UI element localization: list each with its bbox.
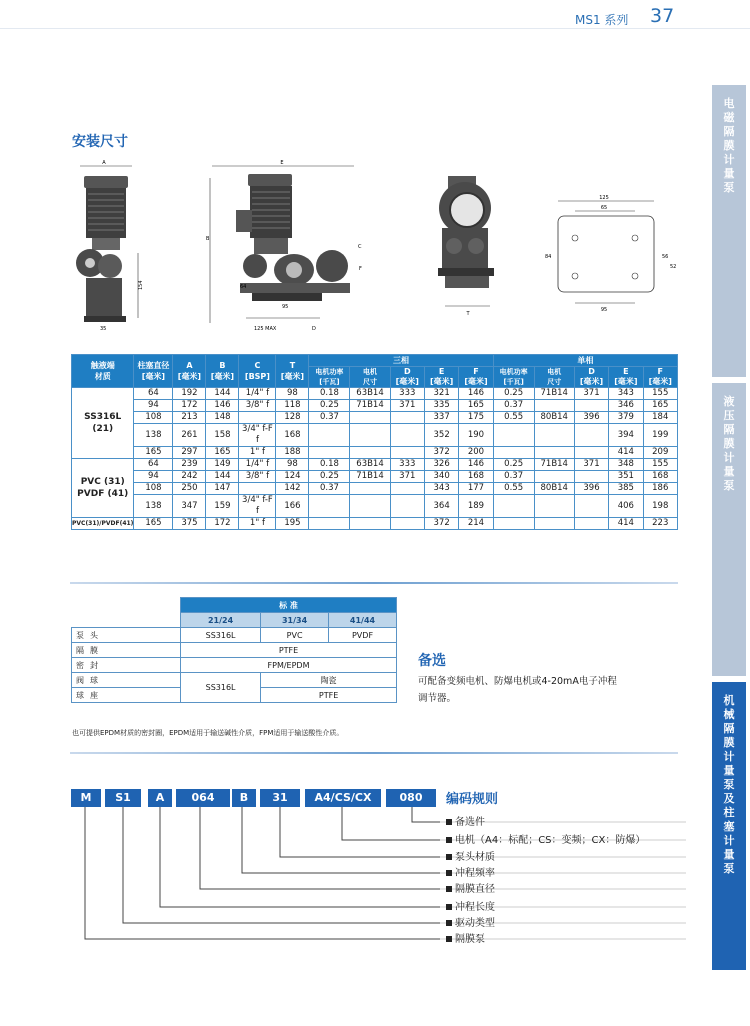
- table-row: [72, 495, 678, 518]
- dim-T-label: T: [466, 311, 470, 317]
- cell: PTFE: [181, 643, 397, 658]
- table-cell: [350, 518, 390, 530]
- table-cell: [309, 424, 350, 447]
- col-B: B [毫米]: [206, 355, 239, 388]
- table-cell: 396: [574, 483, 608, 495]
- table-cell: 165: [459, 400, 493, 412]
- dim-A-label: A: [102, 160, 106, 166]
- table-cell: [534, 424, 574, 447]
- table-cell: 138: [134, 495, 173, 518]
- dim-top-84: 84: [545, 254, 552, 260]
- table-cell: 337: [424, 412, 458, 424]
- table-cell: 98: [276, 459, 309, 471]
- table-cell: 172: [206, 518, 239, 530]
- table-cell: [390, 483, 424, 495]
- table-cell: [534, 400, 574, 412]
- table-cell: 188: [276, 447, 309, 459]
- table-cell: 0.25: [493, 388, 534, 400]
- table-cell: [534, 447, 574, 459]
- cell: 陶瓷: [261, 673, 397, 688]
- material-note: 也可提供EPDM材质的密封圈，EPDM适用于输送碱性介质，FPM适用于输送酸性介质。: [72, 729, 344, 737]
- standard-header: 标 准: [181, 598, 397, 613]
- table-cell: 158: [206, 424, 239, 447]
- col-3p-size: 电机 尺寸: [350, 367, 390, 388]
- side-tab-electromagnetic[interactable]: 电磁隔膜计量泵: [712, 85, 746, 377]
- table-cell: [574, 400, 608, 412]
- table-cell: 250: [173, 483, 206, 495]
- table-cell: 209: [643, 447, 677, 459]
- col-3p-D: D [毫米]: [390, 367, 424, 388]
- dim-C-label: C: [358, 244, 362, 250]
- cell: PVC: [261, 628, 329, 643]
- table-cell: [309, 518, 350, 530]
- table-cell: 242: [173, 471, 206, 483]
- material-cell: SS316L (21): [72, 388, 134, 459]
- table-cell: 348: [609, 459, 643, 471]
- table-cell: 190: [459, 424, 493, 447]
- dim-64: 64: [240, 284, 247, 290]
- table-cell: 372: [424, 518, 458, 530]
- material-table: [71, 597, 397, 703]
- table-cell: [350, 495, 390, 518]
- table-cell: 165: [643, 400, 677, 412]
- table-cell: 371: [390, 400, 424, 412]
- table-cell: 414: [609, 447, 643, 459]
- table-cell: 159: [206, 495, 239, 518]
- table-cell: 371: [574, 459, 608, 471]
- table-row: [72, 400, 678, 412]
- table-cell: 199: [643, 424, 677, 447]
- table-cell: [534, 495, 574, 518]
- table-cell: 0.18: [309, 388, 350, 400]
- dimension-table: [71, 354, 678, 530]
- table-cell: 155: [643, 459, 677, 471]
- table-cell: 385: [609, 483, 643, 495]
- table-cell: [574, 447, 608, 459]
- table-cell: 186: [643, 483, 677, 495]
- col-plunger: 柱塞直径 [毫米]: [134, 355, 173, 388]
- table-cell: 261: [173, 424, 206, 447]
- table-cell: [350, 447, 390, 459]
- dim-height: 154: [138, 280, 144, 290]
- table-cell: 189: [459, 495, 493, 518]
- table-cell: 375: [173, 518, 206, 530]
- cell: SS316L: [181, 628, 261, 643]
- legend-motor: 电机（A4：标配；CS：变频；CX：防爆）: [446, 831, 645, 846]
- table-cell: 148: [206, 412, 239, 424]
- table-cell: 98: [276, 388, 309, 400]
- table-cell: [574, 471, 608, 483]
- legend-optional: 备选件: [446, 813, 485, 828]
- col-three-phase: 三相: [309, 355, 493, 367]
- table-cell: 406: [609, 495, 643, 518]
- table-cell: 297: [173, 447, 206, 459]
- table-cell: 321: [424, 388, 458, 400]
- table-cell: 144: [206, 471, 239, 483]
- dim-top-56: 56: [662, 254, 669, 260]
- table-cell: 108: [134, 412, 173, 424]
- table-cell: 364: [424, 495, 458, 518]
- table-cell: [534, 471, 574, 483]
- section-divider-1: [70, 582, 678, 584]
- cell: FPM/EPDM: [181, 658, 397, 673]
- table-cell: 371: [574, 388, 608, 400]
- table-cell: 168: [459, 471, 493, 483]
- dim-base: 35: [100, 326, 107, 332]
- table-cell: 3/4" f-F f: [239, 495, 276, 518]
- table-cell: 64: [134, 388, 173, 400]
- table-cell: 371: [390, 471, 424, 483]
- table-cell: 0.37: [309, 412, 350, 424]
- table-cell: 0.37: [493, 400, 534, 412]
- table-cell: 63B14: [350, 459, 390, 471]
- optional-title: 备选: [418, 653, 446, 669]
- table-cell: 414: [609, 518, 643, 530]
- table-cell: 223: [643, 518, 677, 530]
- table-cell: 64: [134, 459, 173, 471]
- table-cell: [493, 518, 534, 530]
- side-tab-hydraulic[interactable]: 液压隔膜计量泵: [712, 383, 746, 676]
- table-cell: 166: [276, 495, 309, 518]
- table-cell: 63B14: [350, 388, 390, 400]
- table-cell: 165: [134, 447, 173, 459]
- optional-text: [418, 673, 617, 707]
- dim-B-label: B: [206, 236, 210, 242]
- table-cell: 1" f: [239, 518, 276, 530]
- row-ball-seat: 球座: [72, 688, 181, 703]
- table-cell: 0.55: [493, 412, 534, 424]
- section-divider-2: [70, 752, 678, 754]
- row-diaphragm: 隔膜: [72, 643, 181, 658]
- table-cell: 168: [643, 471, 677, 483]
- table-cell: 184: [643, 412, 677, 424]
- table-cell: 94: [134, 471, 173, 483]
- optional-line: 调节器。: [418, 693, 457, 704]
- page-number: 37: [650, 5, 675, 27]
- table-cell: [574, 518, 608, 530]
- table-cell: [350, 424, 390, 447]
- table-row: [72, 471, 678, 483]
- cell: PVDF: [329, 628, 397, 643]
- table-cell: 0.18: [309, 459, 350, 471]
- pump-side-view: [206, 160, 362, 332]
- code-box-31: 31: [260, 789, 300, 807]
- table-cell: 351: [609, 471, 643, 483]
- header-divider: [0, 28, 750, 29]
- table-cell: 335: [424, 400, 458, 412]
- optional-line: 可配备变频电机、防爆电机或4-20mA电子冲程: [418, 676, 617, 687]
- table-cell: [574, 424, 608, 447]
- pump-back-view: [438, 176, 494, 317]
- table-cell: 146: [459, 388, 493, 400]
- legend-head-material: 泵头材质: [446, 848, 495, 863]
- col-single-phase: 单相: [493, 355, 677, 367]
- table-cell: 0.37: [309, 483, 350, 495]
- code-box-motor: A4/CS/CX: [305, 789, 381, 807]
- col-31-34: 31/34: [261, 613, 329, 628]
- table-cell: 3/4" f-F f: [239, 424, 276, 447]
- table-cell: 138: [134, 424, 173, 447]
- table-cell: 71B14: [534, 388, 574, 400]
- dim-top-95: 95: [600, 307, 608, 313]
- table-row: [72, 388, 678, 400]
- col-1p-F: F [毫米]: [643, 367, 677, 388]
- col-3p-power: 电机功率 [千瓦]: [309, 367, 350, 388]
- row-seal: 密封: [72, 658, 181, 673]
- table-cell: [350, 412, 390, 424]
- table-cell: [390, 424, 424, 447]
- table-cell: 352: [424, 424, 458, 447]
- table-cell: 71B14: [534, 459, 574, 471]
- col-material: 触液端 材质: [72, 355, 134, 388]
- dim-top-125: 125: [599, 195, 609, 201]
- dim-125max: 125 MAX: [254, 326, 277, 332]
- side-tab-mechanical[interactable]: 机械隔膜计量泵及柱塞计量泵: [712, 682, 746, 970]
- table-cell: 175: [459, 412, 493, 424]
- col-1p-size: 电机 尺寸: [534, 367, 574, 388]
- table-cell: 118: [276, 400, 309, 412]
- legend-drive-type: 驱动类型: [446, 914, 495, 929]
- table-cell: 0.25: [309, 471, 350, 483]
- table-cell: [390, 518, 424, 530]
- table-row: [72, 447, 678, 459]
- col-T: T [毫米]: [276, 355, 309, 388]
- table-cell: 346: [609, 400, 643, 412]
- code-box-064: 064: [176, 789, 230, 807]
- code-box-A: A: [148, 789, 172, 807]
- col-1p-D: D [毫米]: [574, 367, 608, 388]
- table-cell: [574, 495, 608, 518]
- table-row: [72, 424, 678, 447]
- col-3p-F: F [毫米]: [459, 367, 493, 388]
- install-drawings: [70, 158, 680, 338]
- table-row: [72, 459, 678, 471]
- table-cell: [493, 447, 534, 459]
- col-1p-E: E [毫米]: [609, 367, 643, 388]
- table-cell: 340: [424, 471, 458, 483]
- coding-title: 编码规则: [446, 792, 499, 807]
- code-box-080: 080: [386, 789, 436, 807]
- table-cell: 168: [276, 424, 309, 447]
- table-cell: 142: [276, 483, 309, 495]
- table-cell: 239: [173, 459, 206, 471]
- table-cell: 80B14: [534, 412, 574, 424]
- col-C: C [BSP]: [239, 355, 276, 388]
- table-cell: 372: [424, 447, 458, 459]
- table-cell: 333: [390, 459, 424, 471]
- table-cell: 379: [609, 412, 643, 424]
- table-cell: 94: [134, 400, 173, 412]
- legend-stroke-freq: 冲程频率: [446, 864, 495, 879]
- table-cell: 326: [424, 459, 458, 471]
- table-cell: 149: [206, 459, 239, 471]
- dim-top-52: 52: [670, 264, 677, 270]
- table-cell: 213: [173, 412, 206, 424]
- legend-pump-type: 隔膜泵: [446, 930, 485, 945]
- cell: PTFE: [261, 688, 397, 703]
- table-cell: 1" f: [239, 447, 276, 459]
- table-cell: 343: [609, 388, 643, 400]
- code-box-S1: S1: [105, 789, 141, 807]
- base-top-view: [545, 195, 676, 313]
- table-cell: [309, 495, 350, 518]
- pump-front-view: [76, 160, 144, 332]
- col-41-44: 41/44: [329, 613, 397, 628]
- table-cell: 347: [173, 495, 206, 518]
- cell: SS316L: [181, 673, 261, 703]
- table-cell: [350, 483, 390, 495]
- table-cell: 165: [206, 447, 239, 459]
- table-cell: 155: [643, 388, 677, 400]
- dim-top-65: 65: [600, 205, 608, 211]
- table-cell: [390, 495, 424, 518]
- table-cell: 394: [609, 424, 643, 447]
- table-cell: 333: [390, 388, 424, 400]
- table-cell: 128: [276, 412, 309, 424]
- table-cell: 3/8" f: [239, 471, 276, 483]
- table-row: [72, 518, 678, 530]
- table-cell: 144: [206, 388, 239, 400]
- table-cell: 0.25: [493, 459, 534, 471]
- material-cell-extra: PVC(31)/PVDF(41): [72, 518, 134, 530]
- material-cell: PVC (31) PVDF (41): [72, 459, 134, 518]
- table-cell: 343: [424, 483, 458, 495]
- table-cell: 3/8" f: [239, 400, 276, 412]
- table-cell: 214: [459, 518, 493, 530]
- table-cell: 0.55: [493, 483, 534, 495]
- table-cell: [493, 495, 534, 518]
- col-A: A [毫米]: [173, 355, 206, 388]
- install-title: 安装尺寸: [72, 134, 128, 150]
- table-cell: [390, 447, 424, 459]
- table-cell: 146: [206, 400, 239, 412]
- table-cell: [309, 447, 350, 459]
- dim-E-label: E: [280, 160, 284, 166]
- table-cell: 124: [276, 471, 309, 483]
- series-label: MS1 系列: [575, 13, 629, 27]
- dim-D-label: D: [312, 326, 316, 332]
- table-cell: 172: [173, 400, 206, 412]
- col-3p-E: E [毫米]: [424, 367, 458, 388]
- col-1p-power: 电机功率 [千瓦]: [493, 367, 534, 388]
- table-cell: 192: [173, 388, 206, 400]
- legend-diaphragm-dia: 隔膜直径: [446, 880, 495, 895]
- table-cell: 71B14: [350, 471, 390, 483]
- table-cell: 0.25: [309, 400, 350, 412]
- code-box-M: M: [71, 789, 101, 807]
- code-box-B: B: [232, 789, 256, 807]
- dim-F-label: F: [359, 266, 362, 272]
- table-row: [72, 412, 678, 424]
- table-cell: 177: [459, 483, 493, 495]
- table-cell: 396: [574, 412, 608, 424]
- table-cell: [239, 483, 276, 495]
- dim-95: 95: [282, 304, 289, 310]
- table-cell: 0.37: [493, 471, 534, 483]
- table-cell: 146: [459, 459, 493, 471]
- table-row: [72, 483, 678, 495]
- table-cell: 80B14: [534, 483, 574, 495]
- table-cell: 198: [643, 495, 677, 518]
- table-cell: 147: [206, 483, 239, 495]
- legend-stroke-length: 冲程长度: [446, 898, 495, 913]
- table-cell: [239, 412, 276, 424]
- col-21-24: 21/24: [181, 613, 261, 628]
- table-cell: 1/4" f: [239, 459, 276, 471]
- row-valve-ball: 阀球: [72, 673, 181, 688]
- table-cell: 165: [134, 518, 173, 530]
- coding-connectors: [70, 807, 690, 942]
- table-cell: 195: [276, 518, 309, 530]
- table-cell: [534, 518, 574, 530]
- table-cell: [390, 412, 424, 424]
- table-cell: 200: [459, 447, 493, 459]
- table-cell: [493, 424, 534, 447]
- table-cell: 1/4" f: [239, 388, 276, 400]
- table-cell: 71B14: [350, 400, 390, 412]
- row-pump-head: 泵头: [72, 628, 181, 643]
- table-cell: 108: [134, 483, 173, 495]
